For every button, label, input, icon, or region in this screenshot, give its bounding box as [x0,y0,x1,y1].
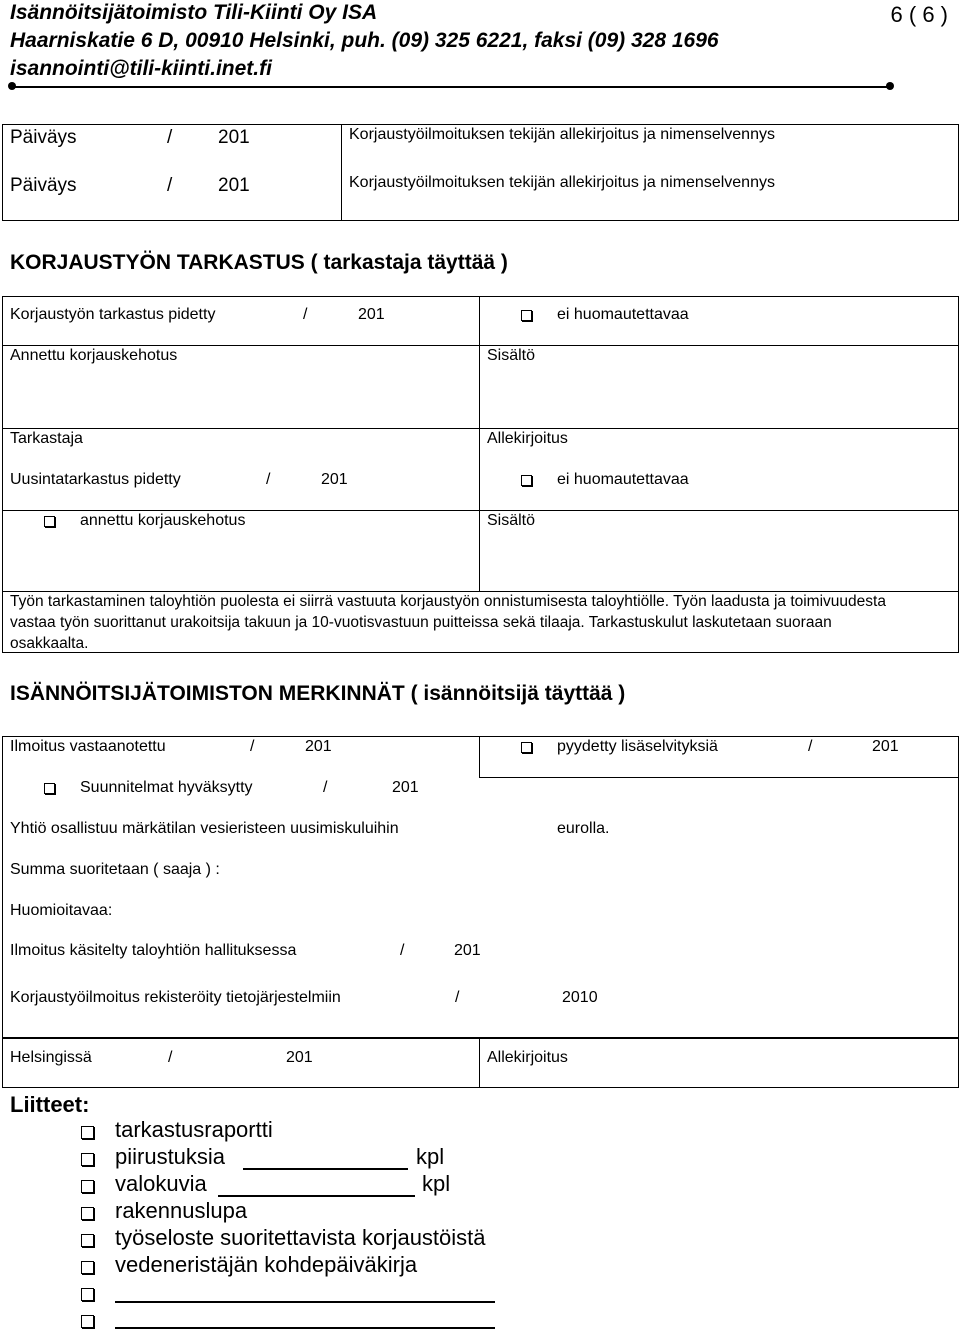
attachment-blank-line-7[interactable] [115,1301,495,1303]
attachment-checkbox-5[interactable] [81,1234,94,1247]
sign-label-2: Korjaustyöilmoituksen tekijän allekirjoitus ja nimenselvennys [349,174,775,191]
company-name: Isännöitsijätoimisto Tili-Kiinti Oy ISA [10,1,378,24]
received-label: Ilmoitus vastaanotettu [10,738,166,755]
date-slash-1: / [167,127,173,148]
place-divider [479,1038,480,1088]
suggestion-label-2: annettu korjauskehotus [80,512,246,529]
attachments-title: Liitteet: [10,1092,90,1117]
registered-label: Korjaustyöilmoitus rekisteröity tietojärjestelmiin [10,989,341,1006]
date-year-2: 201 [218,175,250,196]
payment-label: Summa suoritetaan ( saaja ) : [10,861,220,878]
attachment-label-2: piirustuksia [115,1144,226,1169]
rule-dot-right [886,82,894,90]
attachment-label-6: vedeneristäjän kohdepäiväkirja [115,1252,418,1277]
attachment-label-5: työseloste suoritettavista korjaustöistä [115,1225,486,1250]
no-remarks-checkbox-1[interactable] [521,310,532,321]
more-info-label: pyydetty lisäselvityksiä [557,738,718,755]
attachment-label-1: tarkastusraportti [115,1117,273,1142]
reinspection-slash: / [266,471,271,488]
attachment-checkbox-6[interactable] [81,1261,94,1274]
content-label-1: Sisältö [487,347,536,364]
board-label: Ilmoitus käsitelty taloyhtiön hallituksessa [10,942,297,959]
attachment-checkbox-1[interactable] [81,1126,94,1139]
inspection-disclaimer: Työn tarkastaminen taloyhtiön puolesta ei siirrä vastuuta korjaustyön onnistumisesta taloyhtiölle. Työn laadusta ja toimivuudesta vastaa työn suorittanut urakoitsija takuun ja 10-vuotisvastuun puitteissa sekä tilaaja. Tarkastuskulut laskutetaan suoraan osakkaalta. [10,593,886,652]
date-slash-2: / [167,175,173,196]
signature-divider [341,124,342,221]
content-label-2: Sisältö [487,512,536,529]
office-title: ISÄNNÖITSIJÄTOIMISTON MERKINNÄT ( isännöitsijä täyttää ) [10,682,626,705]
attachment-checkbox-8[interactable] [81,1315,94,1328]
registered-slash: / [455,989,460,1006]
attachment-unit-2: kpl [416,1144,445,1169]
inspection-held-year: 201 [358,306,385,323]
attachment-checkbox-3[interactable] [81,1180,94,1193]
no-remarks-checkbox-2[interactable] [521,475,532,486]
date-year-1: 201 [218,127,250,148]
attachment-label-4: rakennuslupa [115,1198,248,1223]
no-remarks-label-1: ei huomautettavaa [557,306,689,323]
page-number: 6 ( 6 ) [890,2,948,27]
place-box [2,1038,959,1088]
header-rule [10,86,890,88]
office-row-line-right [479,777,959,778]
place-signature-label: Allekirjoitus [487,1049,568,1066]
no-remarks-label-2: ei huomautettavaa [557,471,689,488]
plans-label: Suunnitelmat hyväksytty [80,779,253,796]
company-pays-label: Yhtiö osallistuu märkätilan vesieristeen uusimiskuluihin [10,820,399,837]
place-label: Helsingissä [10,1049,92,1066]
sign-label-1: Korjaustyöilmoituksen tekijän allekirjoitus ja nimenselvennys [349,126,775,143]
date-label-2: Päiväys [10,175,77,196]
place-slash: / [168,1049,173,1066]
inspection-held-label: Korjaustyön tarkastus pidetty [10,306,216,323]
received-year: 201 [305,738,332,755]
attachment-unit-3: kpl [422,1171,451,1196]
notes-label: Huomioitavaa: [10,902,113,919]
attachment-checkbox-2[interactable] [81,1153,94,1166]
attachment-label-3: valokuvia [115,1171,207,1196]
received-slash: / [250,738,255,755]
euro-label: eurolla. [557,820,610,837]
more-info-checkbox[interactable] [521,742,532,753]
reinspection-year: 201 [321,471,348,488]
date-label-1: Päiväys [10,127,77,148]
attachment-count-line-3[interactable] [218,1195,415,1197]
board-slash: / [400,942,405,959]
inspection-held-slash: / [303,306,308,323]
attachment-checkbox-7[interactable] [81,1288,94,1301]
plans-year: 201 [392,779,419,796]
inspection-row-line-1 [2,345,959,346]
plans-slash: / [323,779,328,796]
attachment-blank-line-8[interactable] [115,1327,495,1329]
office-divider [479,736,480,777]
place-year: 201 [286,1049,313,1066]
suggestion-checkbox[interactable] [44,516,55,527]
inspection-divider [479,296,480,591]
reinspection-label: Uusintatarkastus pidetty [10,471,181,488]
board-year: 201 [454,942,481,959]
company-email: isannointi@tili-kiinti.inet.fi [10,57,272,80]
inspection-title: KORJAUSTYÖN TARKASTUS ( tarkastaja täyttää ) [10,251,508,274]
attachment-count-line-2[interactable] [243,1168,408,1170]
suggestion-label: Annettu korjauskehotus [10,347,178,364]
inspector-signature-label: Allekirjoitus [487,430,568,447]
plans-checkbox[interactable] [44,783,55,794]
inspector-label: Tarkastaja [10,430,83,447]
inspection-row-line-2 [2,428,959,429]
registered-year: 2010 [562,989,598,1006]
company-address: Haarniskatie 6 D, 00910 Helsinki, puh. (09) 325 6221, faksi (09) 328 1696 [10,29,719,52]
more-info-year: 201 [872,738,899,755]
attachment-checkbox-4[interactable] [81,1207,94,1220]
inspection-row-line-3 [2,510,959,511]
more-info-slash: / [808,738,813,755]
